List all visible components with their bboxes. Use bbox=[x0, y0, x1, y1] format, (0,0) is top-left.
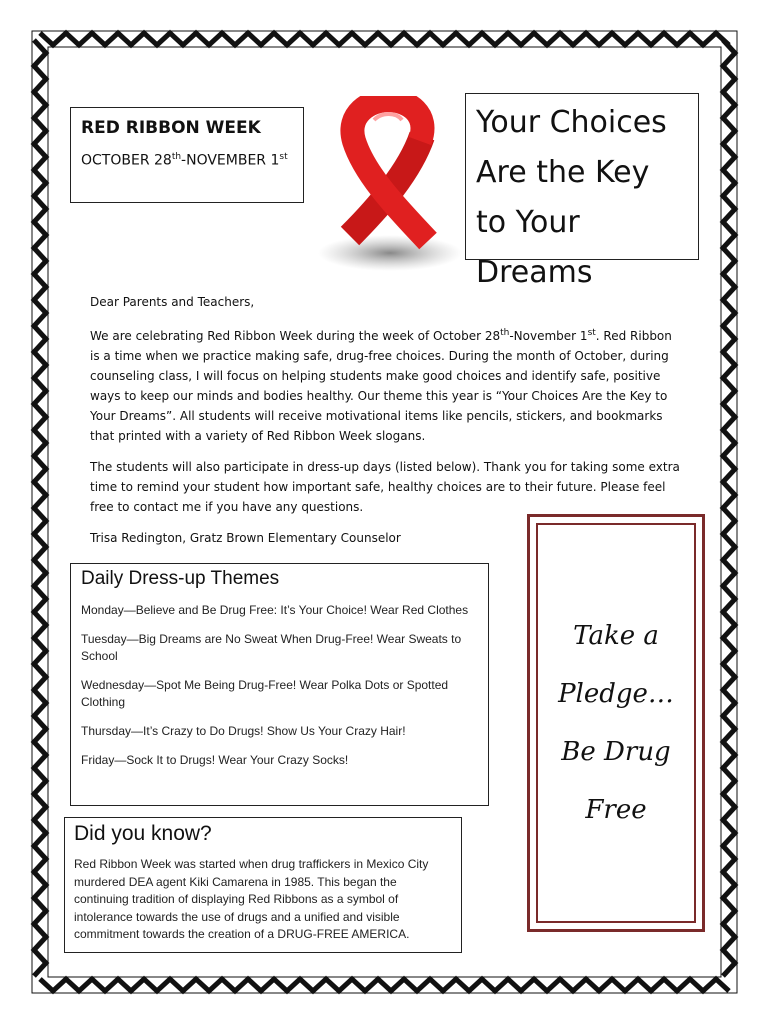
letter-paragraph-2: The students will also participate in dress-up days (listed below). Thank you for taking some extra time to remind your student how important safe, healthy choices are to their future. Please feel free to contact me if you have any questions. bbox=[90, 460, 680, 514]
letter-greeting: Dear Parents and Teachers, bbox=[90, 295, 255, 309]
dress-up-themes-title: Daily Dress-up Themes bbox=[81, 568, 280, 589]
did-you-know-box bbox=[64, 817, 462, 953]
theme-slogan: Your Choices Are the Key to Your Dreams bbox=[476, 105, 667, 290]
theme-thursday: Thursday—It’s Crazy to Do Drugs! Show Us Your Crazy Hair! bbox=[81, 724, 406, 738]
theme-tuesday: Tuesday—Big Dreams are No Sweat When Drug-Free! Wear Sweats to School bbox=[81, 632, 462, 663]
event-title-box bbox=[70, 107, 304, 203]
theme-friday: Friday—Sock It to Drugs! Wear Your Crazy Socks! bbox=[81, 753, 349, 767]
event-title: RED RIBBON WEEK bbox=[81, 118, 261, 138]
theme-monday: Monday—Believe and Be Drug Free: It’s Your Choice! Wear Red Clothes bbox=[81, 603, 469, 617]
event-dates: OCTOBER 28th-NOVEMBER 1st bbox=[81, 152, 288, 169]
pledge-text: Take a Pledge…Be Drug Free bbox=[558, 621, 674, 825]
letter-signature: Trisa Redington, Gratz Brown Elementary Counselor bbox=[90, 531, 401, 545]
pledge-frame bbox=[527, 514, 705, 932]
dress-up-themes-box bbox=[70, 563, 489, 806]
red-ribbon-icon bbox=[310, 96, 465, 276]
did-you-know-text: Red Ribbon Week was started when drug traffickers in Mexico City murdered DEA agent Kiki Camarena in 1985. This began the continuing tradition of displaying Red Ribbons as a symbol of intolerance towards the use of drugs and a unified and visible commitment towards the creation of a DRUG-FREE AMERICA. bbox=[74, 857, 429, 941]
theme-wednesday: Wednesday—Spot Me Being Drug-Free! Wear Polka Dots or Spotted Clothing bbox=[81, 678, 449, 709]
did-you-know-title: Did you know? bbox=[74, 822, 212, 845]
theme-slogan-box bbox=[465, 93, 699, 290]
letter-paragraph-1: We are celebrating Red Ribbon Week during the week of October 28th-November 1st. Red Ribbon is a time when we practice making safe, drug-free choices. During the month of October, during counseling class, I will focus on helping students make good choices and identify safe, positive ways to keep our minds and bodies healthy. Our theme this year is “Your Choices Are the Key to Your Dreams”. All students will receive motivational items like pencils, stickers, and bookmarks that printed with a variety of Red Ribbon Week slogans. bbox=[90, 328, 672, 443]
